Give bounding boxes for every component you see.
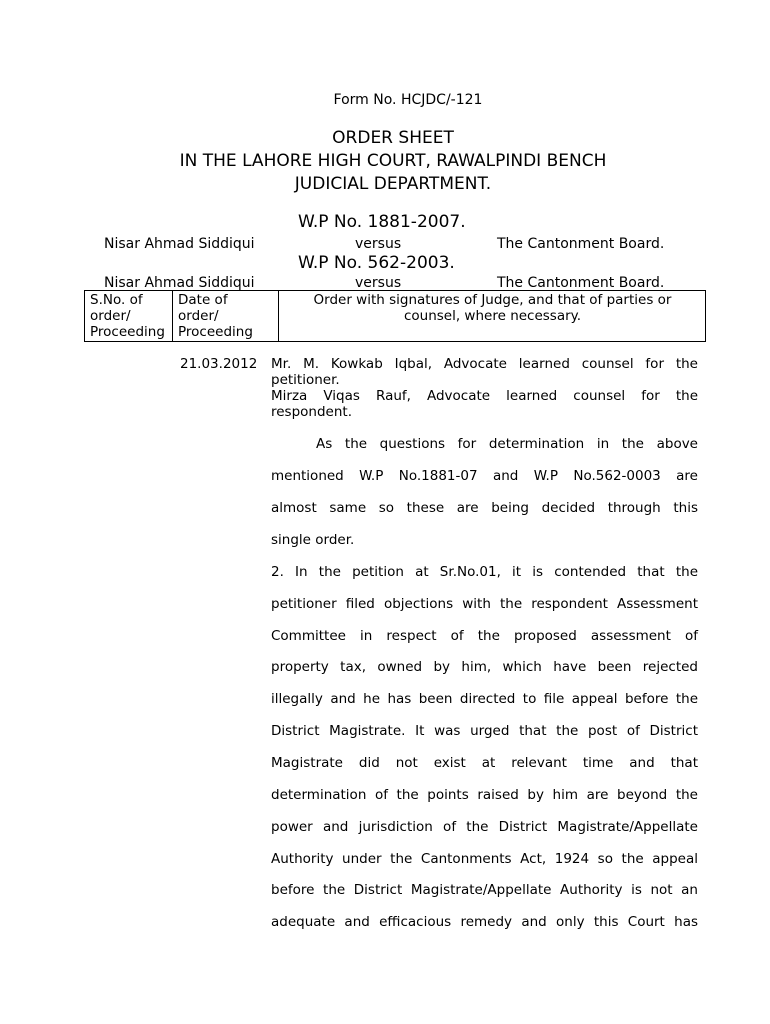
body-line: before the District Magistrate/Appellate Authority is not an [271,882,698,898]
body-line: Magistrate did not exist at relevant time and that [271,755,698,771]
heading-order-sheet: ORDER SHEET [332,128,454,148]
case-number-2: W.P No. 562-2003. [298,253,455,273]
respondent-2: The Cantonment Board. [497,275,665,291]
body-line: mentioned W.P No.1881-07 and W.P No.562-0003 are [271,468,698,484]
body-line: almost same so these are being decided through this [271,500,698,516]
col-serial-header: S.No. of order/ Proceeding [85,291,173,342]
form-number: Form No. HCJDC/-121 [333,92,483,108]
respondent-1: The Cantonment Board. [497,236,665,252]
body-line: Authority under the Cantonments Act, 1924 so the appeal [271,851,698,867]
col-order-header: Order with signatures of Judge, and that of parties or counsel, where necessary. [279,291,706,342]
appearance-line: Mirza Viqas Rauf, Advocate learned counsel for the [271,388,698,404]
order-date: 21.03.2012 [180,356,258,372]
body-line: adequate and efficacious remedy and only this Court has [271,914,698,930]
body-line: property tax, owned by him, which have been rejected [271,659,698,675]
versus-2: versus [355,275,402,291]
col-date-header: Date of order/ Proceeding [173,291,279,342]
body-line: 2. In the petition at Sr.No.01, it is contended that the [271,564,698,580]
case-number-1: W.P No. 1881-2007. [298,212,466,232]
body-line: determination of the points raised by him are beyond the [271,787,698,803]
body-line: petitioner filed objections with the respondent Assessment [271,596,698,612]
appearance-line: respondent. [271,404,352,420]
heading-court: IN THE LAHORE HIGH COURT, RAWALPINDI BENCH [179,151,607,171]
body-line: single order. [271,532,355,548]
petitioner-2: Nisar Ahmad Siddiqui [104,275,255,291]
appearance-line: petitioner. [271,372,340,388]
body-line: Committee in respect of the proposed assessment of [271,628,698,644]
heading-department: JUDICIAL DEPARTMENT. [294,174,492,194]
order-sheet-header-table [84,290,706,342]
versus-1: versus [355,236,402,252]
petitioner-1: Nisar Ahmad Siddiqui [104,236,255,252]
body-line: As the questions for determination in the above [316,436,698,452]
appearance-line: Mr. M. Kowkab Iqbal, Advocate learned counsel for the [271,356,698,372]
body-line: illegally and he has been directed to file appeal before the [271,691,698,707]
body-line: District Magistrate. It was urged that the post of District [271,723,698,739]
body-line: power and jurisdiction of the District Magistrate/Appellate [271,819,698,835]
